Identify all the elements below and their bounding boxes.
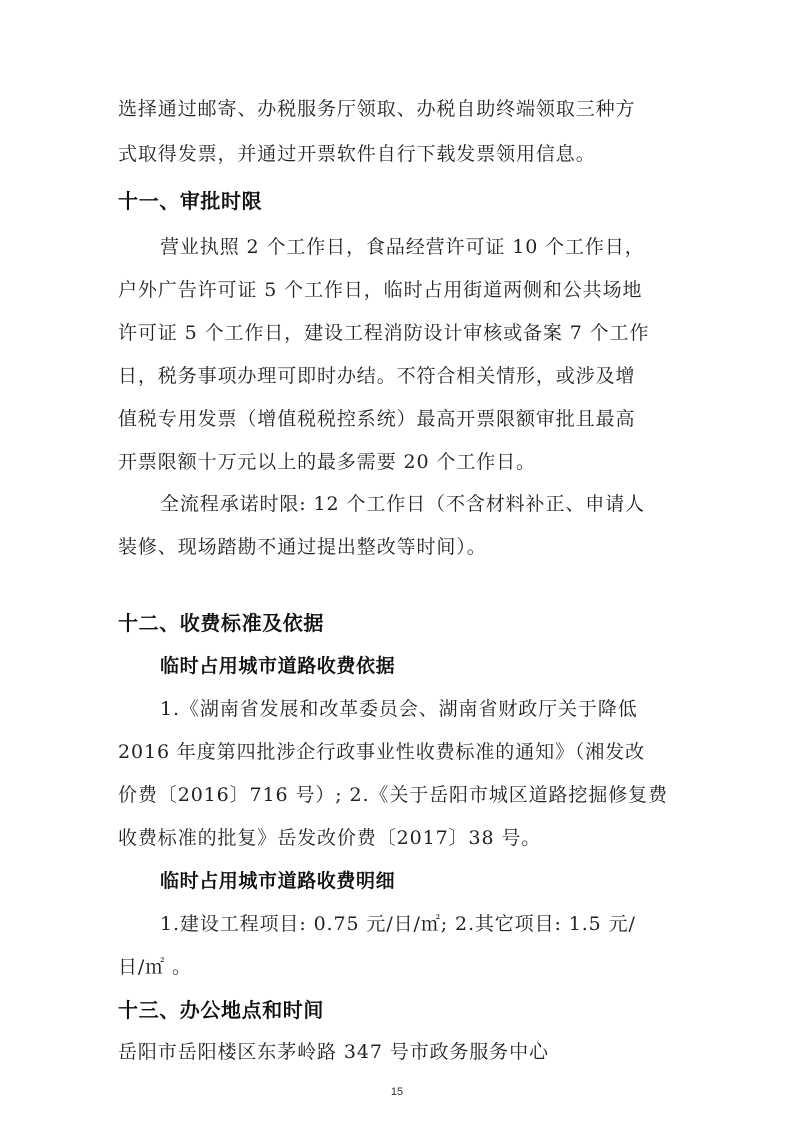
body-text-line: 日，税务事项办理可即时办结。不符合相关情形，或涉及增: [118, 365, 636, 387]
body-text-line: 日/㎡ 。: [118, 956, 192, 978]
page-number: 15: [390, 1086, 404, 1098]
body-text-line: 1.建设工程项目: 0.75 元/日/㎡; 2.其它项目: 1.5 元/: [160, 913, 636, 935]
body-text-line: 选择通过邮寄、办税服务厅领取、办税自助终端领取三种方: [118, 98, 636, 120]
body-text-line: 装修、现场踏勘不通过提出整改等时间）。: [118, 536, 487, 558]
body-text-line: 开票限额十万元以上的最多需要 20 个工作日。: [118, 451, 536, 473]
body-text-line: 式取得发票，并通过开票软件自行下载发票领用信息。: [118, 143, 596, 165]
body-text-line: 收费标准的批复》岳发改价费〔2017〕38 号。: [118, 827, 542, 849]
section-heading-fees: 十二、收费标准及依据: [118, 611, 324, 635]
subheading-fee-detail: 临时占用城市道路收费明细: [160, 870, 396, 892]
body-text-line: 户外广告许可证 5 个工作日，临时占用街道两侧和公共场地: [118, 279, 643, 301]
body-text-line: 许可证 5 个工作日，建设工程消防设计审核或备案 7 个工作: [118, 322, 650, 344]
body-text-line: 营业执照 2 个工作日，食品经营许可证 10 个工作日，: [160, 236, 645, 258]
body-text-line: 值税专用发票（增值税税控系统）最高开票限额审批且最高: [118, 408, 636, 430]
section-heading-office: 十三、办公地点和时间: [118, 998, 324, 1022]
office-address: 岳阳市岳阳楼区东茅岭路 347 号市政务服务中心: [118, 1041, 549, 1063]
body-text-line: 1.《湖南省发展和改革委员会、湖南省财政厅关于降低: [160, 698, 638, 720]
body-text-line: 全流程承诺时限: 12 个工作日（不含材料补正、申请人: [160, 493, 645, 515]
body-text-line: 2016 年度第四批涉企行政事业性收费标准的通知》（湘发改: [118, 741, 645, 763]
section-heading-approval-time: 十一、审批时限: [118, 189, 263, 213]
subheading-fee-basis: 临时占用城市道路收费依据: [160, 655, 396, 677]
body-text-line: 价费〔2016〕716 号）; 2.《关于岳阳市城区道路挖掘修复费: [118, 784, 668, 806]
